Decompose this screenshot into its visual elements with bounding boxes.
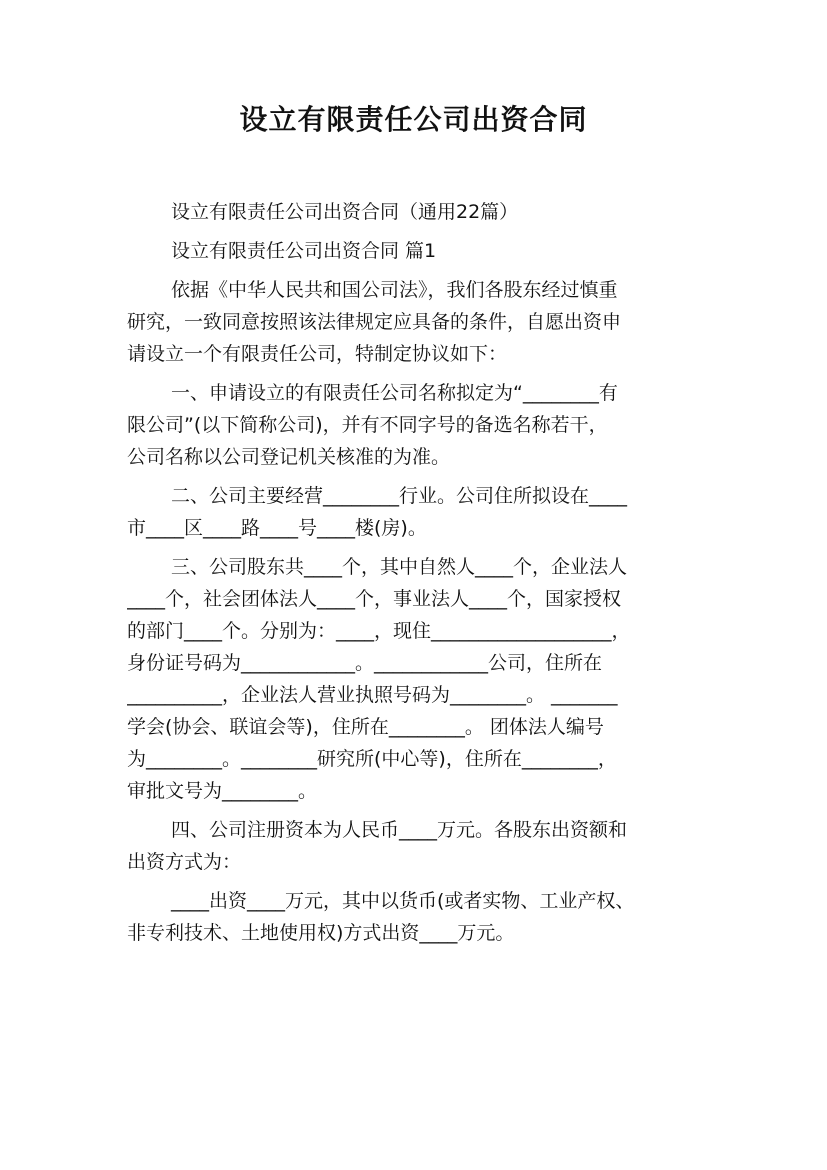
paragraph-line: 市____区____路____号____楼(房)。 [127, 517, 427, 539]
paragraph-line: __________，企业法人营业执照号码为________。 _______ [127, 684, 618, 706]
paragraph-line: 学会(协会、联谊会等)，住所在________。 团体法人编号 [127, 716, 604, 738]
paragraph-line: 研究，一致同意按照该法律规定应具备的条件，自愿出资申 [127, 311, 622, 333]
paragraph-line: 四、公司注册资本为人民币____万元。各股东出资额和 [171, 819, 628, 841]
paragraph-line: 为________。________研究所(中心等)，住所在________， [127, 748, 617, 770]
paragraph-line: 出资方式为： [127, 851, 242, 873]
paragraph-line: 身份证号码为____________。____________公司，住所在 [127, 652, 603, 674]
paragraph-line: 非专利技术、土地使用权)方式出资____万元。 [127, 922, 515, 944]
paragraph-line: 的部门____个。分别为：____，现住___________________， [127, 620, 631, 642]
document-title: 设立有限责任公司出资合同 [239, 103, 588, 136]
paragraph-line: ____个，社会团体法人____个，事业法人____个，国家授权 [127, 588, 622, 610]
paragraph-line: 依据《中华人民共和国公司法》，我们各股东经过慎重 [171, 279, 618, 301]
paragraph-line: 限公司”(以下简称公司)，并有不同字号的备选名称若干， [127, 414, 608, 436]
paragraph-line: ____出资____万元，其中以货币(或者实物、工业产权、 [171, 890, 635, 912]
section-heading: 设立有限责任公司出资合同 篇1 [171, 240, 437, 262]
paragraph-line: 公司名称以公司登记机关核准的为准。 [127, 446, 451, 468]
paragraph-line: 审批文号为________。 [127, 780, 318, 802]
paragraph-line: 一、申请设立的有限责任公司名称拟定为“________有 [171, 382, 618, 404]
subtitle-line: 设立有限责任公司出资合同（通用22篇） [171, 201, 519, 223]
paragraph-line: 请设立一个有限责任公司，特制定协议如下： [127, 343, 508, 365]
document-body [127, 196, 705, 949]
paragraph-line: 三、公司股东共____个，其中自然人____个，企业法人 [171, 556, 628, 578]
paragraph-line: 二、公司主要经营________行业。公司住所拟设在____ [171, 485, 628, 507]
